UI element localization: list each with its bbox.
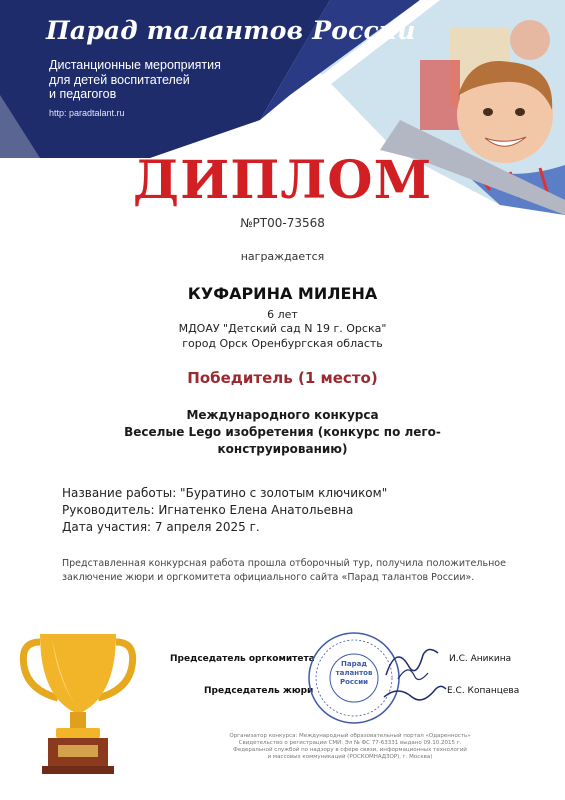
- subtitle-line: Дистанционные мероприятия: [49, 58, 221, 72]
- diploma-number: №РТ00-73568: [240, 216, 325, 230]
- stamp-line: России: [339, 678, 369, 686]
- chair-jury-name: Е.С. Копанцева: [447, 686, 520, 696]
- brand-logo: Парад талантов России: [46, 16, 416, 45]
- participation-date: Дата участия: 7 апреля 2025 г.: [62, 520, 260, 534]
- contest-line: конструированию): [217, 442, 348, 456]
- chair-org-name: И.С. Аникина: [449, 654, 512, 664]
- stamp-line: Парад: [341, 660, 367, 668]
- work-leader: Руководитель: Игнатенко Елена Анатольевна: [62, 503, 354, 517]
- awarded-label: награждается: [240, 250, 325, 263]
- work-title: Название работы: "Буратино с золотым ключиком": [62, 486, 388, 500]
- notice-line: заключение жюри и оргкомитета официального сайта «Парад талантов России».: [62, 572, 475, 583]
- recipient-organization: МДОАУ "Детский сад N 19 г. Орска": [178, 322, 387, 335]
- recipient-age: 6 лет: [267, 308, 298, 321]
- notice-line: Представленная конкурсная работа прошла отборочный тур, получила положительное: [62, 558, 506, 569]
- chair-org-label: Председатель оргкомитета: [170, 654, 315, 664]
- diploma-title: ДИПЛОМ: [132, 150, 433, 211]
- footer-line: Свидетельство о регистрации СМИ: Эл № ФС 77-63331 выдано 09.10.2015 г.: [238, 740, 462, 746]
- contest-name: [110, 407, 455, 458]
- notice-text: [62, 557, 512, 585]
- site-url: http: paradtalant.ru: [49, 108, 125, 118]
- stamp-text: [323, 660, 385, 687]
- footer-info: [205, 733, 495, 761]
- footer-line: и массовых коммуникаций (РОСКОМНАДЗОР), г. Москва): [267, 754, 433, 760]
- contest-line: Веселые Lego изобретения (конкурс по лего-: [124, 425, 441, 439]
- work-details: [62, 485, 387, 536]
- signature-scribble: [378, 635, 448, 715]
- recipient-city: город Орск Оренбургская область: [182, 337, 383, 350]
- recipient-name: КУФАРИНА МИЛЕНА: [187, 284, 378, 303]
- award-place: Победитель (1 место): [187, 369, 378, 387]
- chair-jury-label: Председатель жюри: [204, 686, 314, 696]
- header-subtitle: [49, 58, 249, 102]
- footer-line: Федеральной службой по надзору в сфере связи, информационных технологий: [233, 747, 467, 753]
- footer-line: Организатор конкурса: Международный образовательный портал «Одаренность»: [229, 733, 471, 739]
- stamp-line: талантов: [335, 669, 373, 677]
- contest-line: Международного конкурса: [186, 408, 379, 422]
- subtitle-line: для детей воспитателей: [49, 72, 190, 87]
- subtitle-line: и педагогов: [49, 87, 117, 101]
- trophy-icon: [18, 628, 138, 778]
